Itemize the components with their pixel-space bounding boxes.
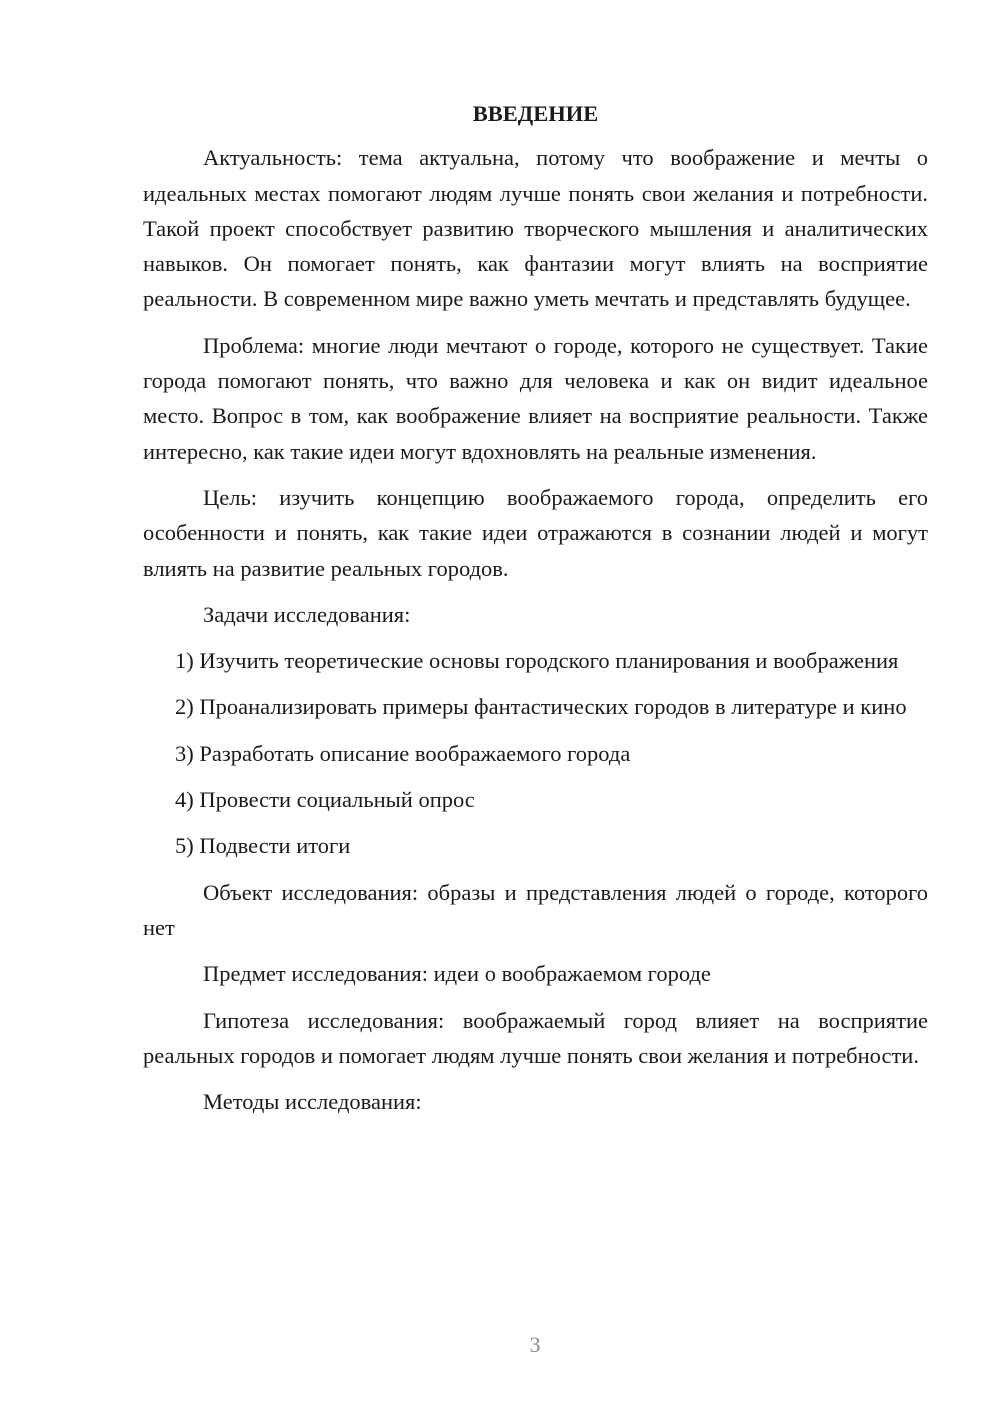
task-item: 1) Изучить теоретические основы городского планирования и воображения <box>175 648 899 674</box>
goal-paragraph: Цель: изучить концепцию воображаемого города, определить его особенности и понять, как такие идеи отражаются в сознании людей и могут влиять на развитие реальных городов. <box>143 484 928 581</box>
tasks-heading: Задачи исследования: <box>203 601 411 627</box>
page-number: 3 <box>529 1332 541 1357</box>
task-item: 3) Разработать описание воображаемого города <box>175 740 631 766</box>
task-item: 2) Проанализировать примеры фантастических городов в литературе и кино <box>175 694 907 720</box>
hypothesis-paragraph: Гипотеза исследования: воображаемый город влияет на восприятие реальных городов и помогает людям лучше понять свои желания и потребности. <box>143 1007 928 1068</box>
object-paragraph: Объект исследования: образы и представления людей о городе, которого нет <box>143 879 928 940</box>
task-item: 4) Провести социальный опрос <box>175 787 475 813</box>
subject-paragraph: Предмет исследования: идеи о воображаемом городе <box>203 961 711 987</box>
task-item: 5) Подвести итоги <box>175 833 351 859</box>
relevance-paragraph: Актуальность: тема актуальна, потому что воображение и мечты о идеальных местах помогают людям лучше понять свои желания и потребности. Такой проект способствует развитию творческого мышления и аналитических навыков. Он помогает понять, как фантазии могут влиять на восприятие реальности. В современном мире важно уметь мечтать и представлять будущее. <box>143 145 928 312</box>
section-title: ВВЕДЕНИЕ <box>472 101 599 126</box>
document-body <box>143 96 928 1130</box>
methods-heading: Методы исследования: <box>203 1089 422 1115</box>
problem-paragraph: Проблема: многие люди мечтают о городе, которого не существует. Такие города помогают понять, что важно для человека и как он видит идеальное место. Вопрос в том, как воображение влияет на восприятие реальности. Также интересно, как такие идеи могут вдохновлять на реальные изменения. <box>143 332 928 464</box>
